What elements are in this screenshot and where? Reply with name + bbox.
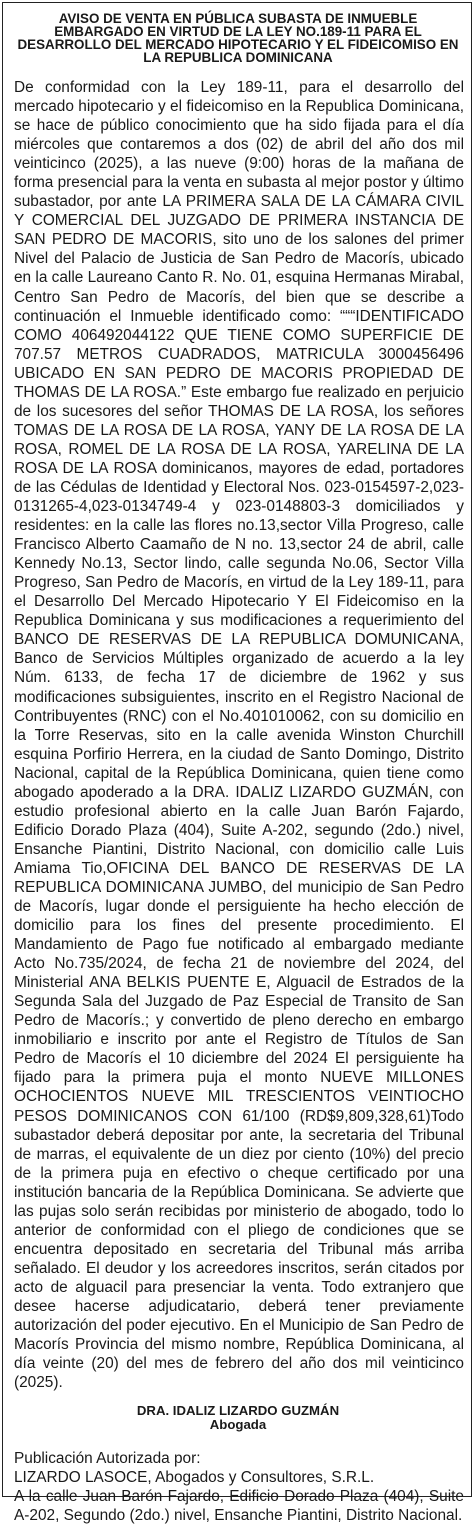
notice-body: De conformidad con la Ley 189-11, para el desarrollo del mercado hipotecario y el fideicomiso en la Republica Dominicana, se hace de público conocimiento que ha sido fijada para el día miércoles que contaremos a dos (02) de abril del año dos mil veinticinco (2025), a las nueve (9:00) horas de la mañana de forma presencial para la venta en subasta al mejor postor y último subastador, por ante LA PRIMERA SALA DE LA CÁMARA CIVIL Y COMERCIAL DEL JUZGADO DE PRIMERA INSTANCIA DE SAN PEDRO DE MACORIS, sito uno de los salones del primer Nivel del Palacio de Justicia de San Pedro de Macorís, ubicado en la calle Laureano Canto R. No. 01, esquina Hermanas Mirabal, Centro San Pedro de Macorís, del bien que se describe a continuación el Inmueble identificado como: “““IDENTIFICADO COMO 406492044122 QUE TIENE COMO SUPERFICIE DE 707.57 METROS CUADRADOS, MATRICULA 3000456496 UBICADO EN SAN PEDRO DE MACORIS PROPIEDAD DE THOMAS DE LA ROSA.” Este embargo fue realizado en perjuicio de los sucesores del señor THOMAS DE LA ROSA, los señores TOMAS DE LA ROSA DE LA ROSA, YANY DE LA ROSA DE LA ROSA, ROMEL DE LA ROSA DE LA ROSA, YARELINA DE LA ROSA DE LA ROSA dominicanos, mayores de edad, portadores de las Cédulas de Identidad y Electoral Nos. 023-0154597-2,023-0131265-4,023-0134749-4 y 023-0148803-3 domiciliados y residentes: en la calle las flores no.13,sector Villa Progreso, calle Francisco Alberto Caamaño de N no. 13,sector 24 de abril, calle Kennedy No.13, Sector lindo, calle segunda No.06, Sector Villa Progreso, San Pedro de Macorís, en virtud de la Ley 189-11, para el Desarrollo Del Mercado Hipotecario Y El Fideicomiso en la Republica Dominicana y sus modificaciones a requerimiento del BANCO DE RESERVAS DE LA REPUBLICA DOMUNICANA, Banco de Servicios Múltiples organizado de acuerdo a la ley Núm. 6133, de fecha 17 de diciembre de 1962 y sus modificaciones subsiguientes, inscrito en el Registro Nacional de Contribuyentes (RNC) con el No.401010062, con su domicilio en la Torre Reservas, sito en la calle avenida Winston Churchill esquina Porfirio Herrera, en la ciudad de Santo Domingo, Distrito Nacional, capital de la República Dominicana, quien tiene como abogado apoderado a la DRA. IDALIZ LIZARDO GUZMÁN, con estudio profesional abierto en la calle Juan Barón Fajardo, Edificio Dorado Plaza (404), Suite A-202, segundo (2do.) nivel, Ensanche Piantini, Distrito Nacional, con domicilio calle Luis Amiama Tio,OFICINA DEL BANCO DE RESERVAS DE LA REPUBLICA DOMINICANA JUMBO, del municipio de San Pedro de Macorís, lugar donde el persiguiente ha hecho elección de domicilio para los fines del presente procedimiento. El Mandamiento de Pago fue notificado al embargado mediante Acto No.735/2024, de fecha 21 de noviembre del 2024, del Ministerial ANA BELKIS PUENTE E, Alguacil de Estrados de la Segunda Sala del Juzgado de Paz Especial de Transito de San Pedro de Macorís.; y convertido de pleno derecho en embargo inmobiliario e inscrito por ante el Registro de Títulos de San Pedro de Macorís el 10 diciembre del 2024 El persiguiente ha fijado para la primera puja el monto NUEVE MILLONES OCHOCIENTOS NUEVE MIL TRESCIENTOS VEINTIOCHO PESOS DOMINICANOS CON 61/100 (RD$9,809,328,61)Todo subastador deberá depositar por ante, la secretaria del Tribunal de marras, el equivalente de un diez por ciento (10%) del precio de la primera puja en efectivo o cheque certificado por una institución bancaria de la República Dominicana. Se advierte que las pujas solo serán recibidas por ministerio de abogado, todo lo anterior de conformidad con el pliego de condiciones que se encuentra depositado en secretaria del Tribunal más arriba señalado. El deudor y los acreedores inscritos, serán citados por acto de alguacil para presenciar la venta. Todo extranjero que desee hacerse adjudicatario, deberá tener previamente autorización del poder ejecutivo. En el Municipio de San Pedro de Macorís Provincia del mismo nombre, República Dominicana, al día veinte (20) del mes de febrero del año dos mil veinticinco (2025). [14,79,465,1392]
notice-content [12,12,464,1525]
signature-block [12,1404,464,1432]
notice-frame [2,2,472,1525]
notice-title: AVISO DE VENTA EN PÚBLICA SUBASTA DE INMUEBLE EMBARGADO EN VIRTUD DE LA LEY NO.189-11 PARA EL DESARROLLO DEL MERCADO HIPOTECARIO Y EL FIDEICOMISO EN LA REPUBLICA DOMINICANA [17,11,459,65]
publisher-name: LIZARDO LASOCE, Abogados y Consultores, S.R.L. [14,1469,375,1487]
signature-title: Abogada [209,1417,267,1433]
publisher-address: A la calle Juan Barón Fajardo, Edificio Dorado Plaza (404), Suite A-202, Segundo (2do.) nivel, Ensanche Piantini, Distrito Nacional. [14,1488,464,1525]
publication-block [12,1449,464,1525]
publication-label: Publicación Autorizada por: [14,1450,201,1468]
signature-name: DRA. IDALIZ LIZARDO GUZMÁN [136,1403,340,1419]
